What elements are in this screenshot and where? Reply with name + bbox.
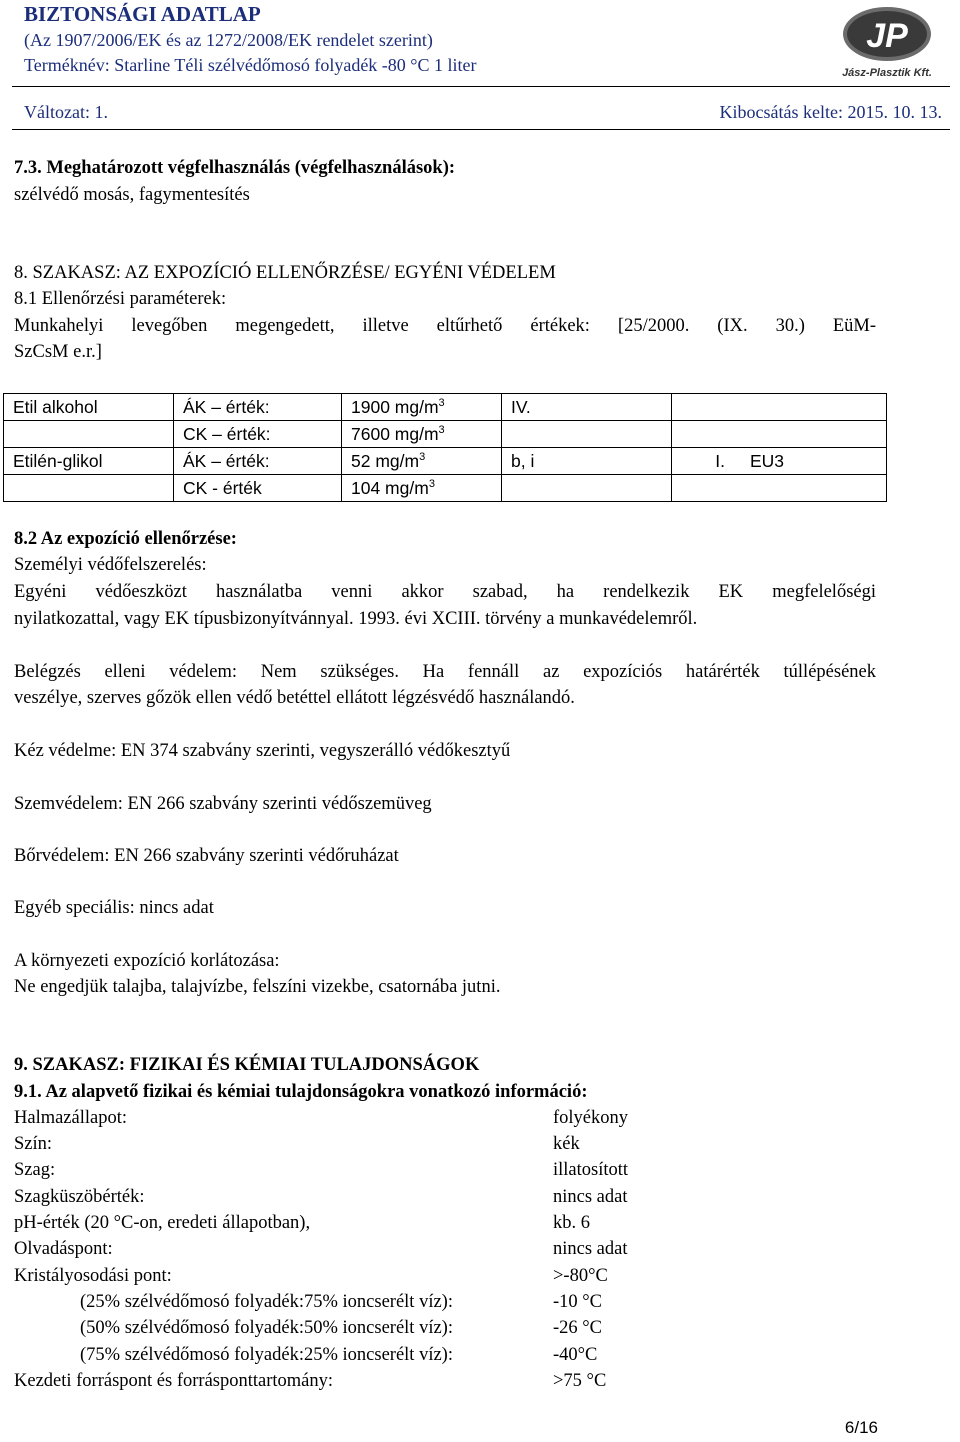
eye-protection: Szemvédelem: EN 266 szabvány szerinti védőszemüveg: [14, 794, 432, 814]
section-9-1-heading: 9.1. Az alapvető fizikai és kémiai tulajdonságokra vonatkozó információ:: [14, 1082, 588, 1102]
property-label: Szín:: [14, 1134, 53, 1154]
other-protection: Egyéb speciális: nincs adat: [14, 898, 214, 918]
substance-cell: [4, 421, 174, 448]
eu-cell: [741, 394, 887, 421]
property-label: Halmazállapot:: [14, 1108, 128, 1128]
personal-protection-line2: nyilatkozattal, vagy EK típusbizonyítvánnyal. 1993. évi XCIII. törvény a munkavédelemről.: [14, 609, 698, 629]
section-9-heading: 9. SZAKASZ: FIZIKAI ÉS KÉMIAI TULAJDONSÁGOK: [14, 1055, 480, 1075]
limit-value-cell: 52 $mg/m^3$: [342, 448, 502, 475]
category-cell: I.: [672, 448, 742, 475]
section-8-1-heading: 8.1 Ellenőrzési paraméterek:: [14, 289, 227, 309]
property-value: -40°C: [553, 1345, 598, 1365]
property-value: -26 °C: [553, 1318, 603, 1338]
property-label: Kezdeti forráspont és forrásponttartomány:: [14, 1371, 334, 1391]
table-row: [4, 475, 887, 502]
section-7-3-heading: 7.3. Meghatározott végfelhasználás (végfelhasználások):: [14, 158, 456, 178]
page-number: 6/16: [844, 1418, 878, 1437]
property-value: -10 °C: [553, 1292, 603, 1312]
property-label: Szag:: [14, 1160, 56, 1180]
class-cell: [502, 421, 672, 448]
hand-protection: Kéz védelme: EN 374 szabvány szerinti, vegyszerálló védőkesztyű: [14, 741, 511, 761]
property-sublabel: (25% szélvédőmosó folyadék:75% ioncserélt víz):: [80, 1292, 453, 1312]
substance-cell: [4, 475, 174, 502]
limit-type-cell: ÁK – érték:: [174, 448, 342, 475]
limit-value-cell: 104 $mg/m^3$: [342, 475, 502, 502]
section-8-heading: 8. SZAKASZ: AZ EXPOZÍCIÓ ELLENŐRZÉSE/ EGYÉNI VÉDELEM: [14, 263, 556, 283]
limit-type-cell: CK - érték: [174, 475, 342, 502]
category-cell: [672, 475, 742, 502]
property-label: Kristályosodási pont:: [14, 1266, 172, 1286]
substance-cell: Etilén-glikol: [4, 448, 174, 475]
table-row: [4, 421, 887, 448]
limit-value-cell: 7600 $mg/m^3$: [342, 421, 502, 448]
limits-intro-line2: SzCsM e.r.]: [14, 342, 102, 362]
property-value: kék: [553, 1134, 580, 1154]
property-value: illatosított: [553, 1160, 629, 1180]
exposure-limits-table: [3, 393, 887, 502]
header-divider-bottom: [12, 129, 950, 130]
environmental-exposure-text: Ne engedjük talajba, talajvízbe, felszíni vizekbe, csatornába jutni.: [14, 977, 501, 997]
property-sublabel: (50% szélvédőmosó folyadék:50% ioncserélt víz):: [80, 1318, 453, 1338]
property-value: nincs adat: [553, 1187, 628, 1207]
property-value: >75 °C: [553, 1371, 607, 1391]
respiratory-protection-line1: Belégzés elleni védelem: Nem szükséges. Ha fennáll az expozíciós határérték túllépésének: [14, 662, 876, 682]
document-title: BIZTONSÁGI ADATLAP: [24, 2, 261, 26]
limit-type-cell: ÁK – érték:: [174, 394, 342, 421]
eu-cell: EU3: [741, 448, 887, 475]
category-cell: [672, 421, 742, 448]
product-name: Terméknév: Starline Téli szélvédőmosó folyadék -80 °C 1 liter: [24, 55, 477, 75]
substance-cell: Etil alkohol: [4, 394, 174, 421]
skin-protection: Bőrvédelem: EN 266 szabvány szerinti védőruházat: [14, 846, 399, 866]
limit-value-cell: 1900 $mg/m^3$: [342, 394, 502, 421]
class-cell: b, i: [502, 448, 672, 475]
property-label: Olvadáspont:: [14, 1239, 113, 1259]
version-label: Változat: 1.: [24, 102, 108, 122]
property-sublabel: (75% szélvédőmosó folyadék:25% ioncserélt víz):: [80, 1345, 453, 1365]
class-cell: [502, 475, 672, 502]
environmental-exposure-label: A környezeti expozíció korlátozása:: [14, 951, 280, 971]
table-row: [4, 448, 887, 475]
eu-cell: [741, 421, 887, 448]
class-cell: IV.: [502, 394, 672, 421]
limit-type-cell: CK – érték:: [174, 421, 342, 448]
release-date: Kibocsátás kelte: 2015. 10. 13.: [719, 102, 942, 122]
logo-caption: Jász-Plasztik Kft.: [842, 67, 932, 79]
regulation-line: (Az 1907/2006/EK és az 1272/2008/EK rendelet szerint): [24, 30, 433, 50]
property-value: >-80°C: [553, 1266, 608, 1286]
limits-intro-line1: Munkahelyi levegőben megengedett, illetve eltűrhető értékek: [25/2000. (IX. 30.) EüM-: [14, 316, 876, 336]
table-row: [4, 394, 887, 421]
category-cell: [672, 394, 742, 421]
property-value: folyékony: [553, 1108, 629, 1128]
company-logo: [826, 4, 948, 82]
property-label: pH-érték (20 °C-on, eredeti állapotban),: [14, 1213, 311, 1233]
property-value: nincs adat: [553, 1239, 628, 1259]
property-value: kb. 6: [553, 1213, 590, 1233]
eu-cell: [741, 475, 887, 502]
respiratory-protection-line2: veszélye, szerves gőzök ellen védő betéttel ellátott légzésvédő használandó.: [14, 688, 575, 708]
section-8-2-heading: 8.2 Az expozíció ellenőrzése:: [14, 529, 237, 549]
personal-protection-line1: Egyéni védőeszközt használatba venni akkor szabad, ha rendelkezik EK megfelelőségi: [14, 582, 876, 602]
header-divider-top: [12, 86, 950, 87]
section-7-3-text: szélvédő mosás, fagymentesítés: [14, 185, 250, 205]
logo-mark: JP: [866, 17, 908, 55]
property-label: Szagküszöbérték:: [14, 1187, 145, 1207]
personal-protection-label: Személyi védőfelszerelés:: [14, 555, 207, 575]
